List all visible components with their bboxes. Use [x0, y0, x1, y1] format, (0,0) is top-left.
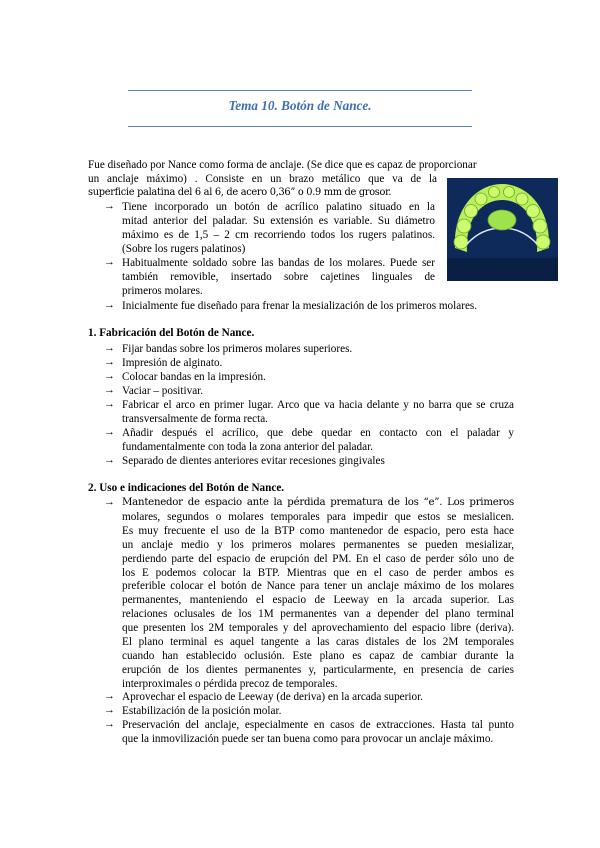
- intro-bullet-2-line-1: Habitualmente soldado sobre las bandas de los molares. Puede ser: [122, 257, 435, 269]
- section-2-bullet-1-line-12: cuando han establecido oclusión. Este plano es capaz de cambiar durante la: [122, 649, 514, 662]
- section-2-heading: 2. Uso e indicaciones del Botón de Nance.: [88, 482, 285, 494]
- intro-bullet-3-line-1: Inicialmente fue diseñado para frenar la mesialización de los primeros molares.: [122, 300, 478, 312]
- intro-bullet-1-line-4: (Sobre los rugers palatinos): [122, 243, 246, 255]
- section-2-bullet-1-line-14: interproximales o pérdida precoz de temporales.: [122, 677, 338, 690]
- section-2-bullet-1-line-6: los E podemos colocar la BTP. Mientras que en el caso de perder ambos es: [122, 566, 514, 579]
- title-bottom-rule: [128, 126, 472, 127]
- section-1-bullet-1: Fijar bandas sobre los primeros molares superiores.: [122, 343, 353, 355]
- section-2-bullet-1-line-5: perdiendo parte del espacio de erupción del PM. En el caso de perder sólo uno de: [122, 552, 514, 565]
- section-1-bullet-5-line-1: Fabricar el arco en primer lugar. Arco que va hacia delante y no barra que se cruza: [122, 399, 514, 411]
- palatal-appliance-image: [447, 178, 558, 281]
- arrow-icon: →: [104, 200, 115, 212]
- arrow-icon: →: [104, 384, 115, 396]
- section-2-bullet-1-line-1: Mantenedor de espacio ante la pérdida prematura de los “e”. Los primeros: [122, 497, 514, 508]
- arrow-icon: →: [104, 256, 115, 268]
- section-1-heading: 1. Fabricación del Botón de Nance.: [88, 327, 255, 339]
- section-2-bullet-1-line-11: El plano terminal es aquel tangente a las caras distales de los 2M temporales: [122, 636, 514, 648]
- section-2-bullet-2: Aprovechar el espacio de Leeway (de deriva) en la arcada superior.: [122, 691, 423, 703]
- section-1-bullet-5-line-2: transversalmente de forma recta.: [122, 413, 268, 425]
- intro-line-1: Fue diseñado por Nance como forma de anclaje. (Se dice que es capaz de proporcionar: [88, 159, 477, 171]
- intro-line-2: un anclaje máximo) . Consiste en un brazo metálico que va de la: [88, 173, 437, 185]
- intro-bullet-2-line-2: también removible, insertado sobre cajetines linguales de: [122, 271, 435, 283]
- arrow-icon: →: [104, 342, 115, 354]
- intro-line-3: superficie palatina del 6 al 6, de acero 0,36” o 0.9 mm de grosor.: [88, 187, 392, 198]
- arrow-icon: →: [104, 718, 115, 730]
- arrow-icon: →: [104, 398, 115, 410]
- arrow-icon: →: [104, 704, 115, 716]
- intro-bullet-1-line-3: máximo es de 1,5 – 2 cm recorriendo todos los rugers palatinos.: [122, 229, 435, 241]
- arrow-icon: →: [104, 496, 115, 508]
- title-top-rule: [128, 90, 472, 91]
- arrow-icon: →: [104, 426, 115, 438]
- section-2-bullet-1-line-7: preferible colocar el botón de Nance para tener un anclaje máximo de los molares: [122, 580, 514, 593]
- section-1-bullet-3: Colocar bandas en la impresión.: [122, 371, 266, 383]
- section-2-bullet-1-line-2: molares, segundos o molares temporales para impedir que estos se mesialicen.: [122, 510, 514, 523]
- page-title: Tema 10. Botón de Nance.: [228, 98, 372, 113]
- arrow-icon: →: [104, 299, 115, 311]
- section-2-bullet-1-line-13: erupción de los dientes permanentes y, particularmente, en presencia de caries: [122, 663, 514, 676]
- intro-bullet-1-line-1: Tiene incorporado un botón de acrílico palatino situado en la: [122, 201, 435, 213]
- section-1-bullet-2: Impresión de alginato.: [122, 357, 223, 369]
- section-2-bullet-1-line-9: relaciones oclusales de los 1M permanentes van a depender del plano terminal: [122, 608, 514, 621]
- section-1-bullet-7: Separado de dientes anteriores evitar recesiones gingivales: [122, 455, 385, 467]
- section-1-bullet-6-line-2: fundamentalmente con toda la zona anterior del paladar.: [122, 441, 373, 453]
- section-2-bullet-1-line-8: permanentes, manteniendo el espacio de Leeway en la arcada superior. Las: [122, 594, 514, 607]
- intro-bullet-2-line-3: primeros molares.: [122, 285, 203, 297]
- section-2-bullet-1-line-10: que presenten los 2M temporales y del aprovechamiento del espacio libre (deriva).: [122, 622, 514, 635]
- arrow-icon: →: [104, 356, 115, 368]
- section-2-bullet-4-line-1: Preservación del anclaje, especialmente en casos de extracciones. Hasta tal punto: [122, 719, 514, 731]
- section-2-bullet-1-line-4: un anclaje medio y los primeros molares permanentes se pueden mesializar,: [122, 538, 514, 551]
- section-2-bullet-3: Estabilización de la posición molar.: [122, 705, 282, 717]
- section-1-bullet-4: Vaciar – positivar.: [122, 385, 204, 397]
- section-1-bullet-6-line-1: Añadir después el acrílico, que debe quedar en contacto con el paladar y: [122, 427, 514, 439]
- arrow-icon: →: [104, 454, 115, 466]
- section-2-bullet-4-line-2: que la inmovilización puede ser tan buena como para provocar un anclaje máximo.: [122, 733, 494, 745]
- arrow-icon: →: [104, 370, 115, 382]
- arrow-icon: →: [104, 690, 115, 702]
- intro-bullet-1-line-2: mitad anterior del paladar. Su extensión es variable. Su diámetro: [122, 215, 435, 227]
- section-2-bullet-1-line-3: Es muy frecuente el uso de la BTP como mantenedor de espacio, pero esta hace: [122, 524, 514, 537]
